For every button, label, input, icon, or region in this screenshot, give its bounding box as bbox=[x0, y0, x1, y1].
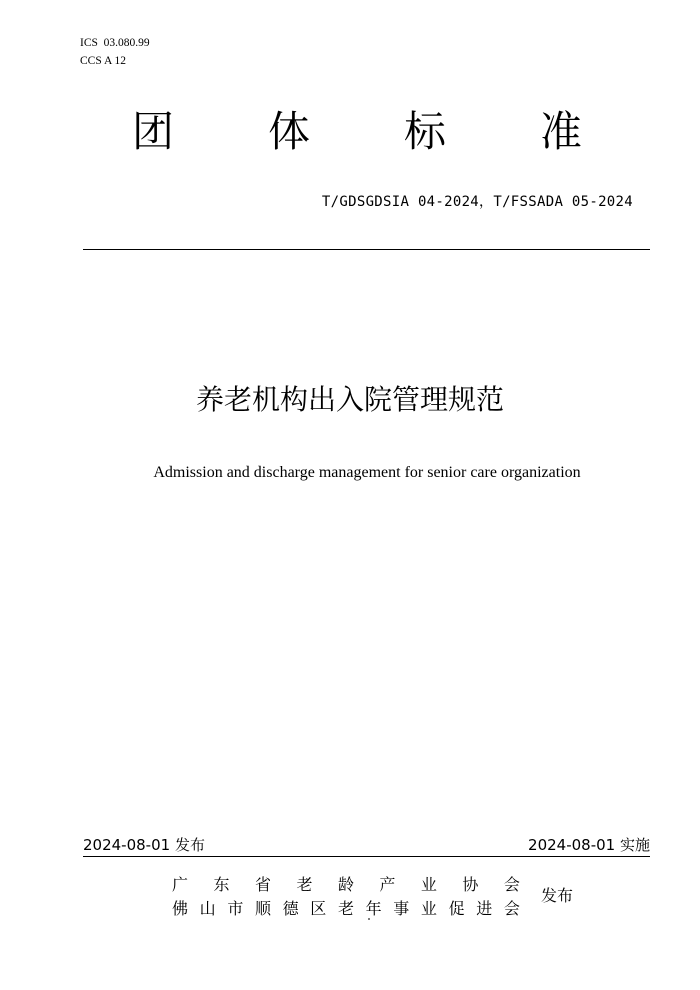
publish-label: 发布 bbox=[541, 886, 574, 905]
ccs-code: CCS A 12 bbox=[80, 55, 127, 67]
org-char: 顺 bbox=[254, 899, 271, 918]
org-char: 佛 bbox=[172, 899, 189, 918]
title-char: 准 bbox=[539, 107, 582, 156]
org-char: 龄 bbox=[337, 875, 354, 894]
bottom-divider bbox=[83, 856, 650, 857]
org-char: 进 bbox=[476, 899, 493, 918]
org-char: 市 bbox=[227, 899, 244, 918]
publisher-org-2 bbox=[172, 898, 520, 920]
stray-dot bbox=[368, 918, 370, 920]
org-char: 老 bbox=[296, 875, 313, 894]
org-char: 协 bbox=[462, 875, 479, 894]
effective-date: 2024-08-01 实施 bbox=[528, 836, 650, 854]
classification-codes bbox=[80, 34, 150, 70]
issue-date: 2024-08-01 发布 bbox=[83, 836, 205, 854]
org-char: 年 bbox=[365, 899, 382, 918]
standard-name-english: Admission and discharge management for senior care organization bbox=[153, 464, 581, 481]
top-divider bbox=[83, 249, 650, 250]
title-char: 团 bbox=[132, 107, 175, 156]
title-char: 标 bbox=[403, 107, 446, 156]
org-char: 产 bbox=[379, 875, 396, 894]
standard-number: T/GDSGDSIA 04-2024，T/FSSADA 05-2024 bbox=[321, 194, 633, 210]
org-char: 区 bbox=[310, 899, 327, 918]
org-char: 东 bbox=[213, 875, 230, 894]
org-char: 老 bbox=[337, 899, 354, 918]
org-char: 广 bbox=[172, 875, 189, 894]
org-char: 省 bbox=[254, 875, 271, 894]
org-char: 事 bbox=[393, 899, 410, 918]
org-char: 促 bbox=[448, 899, 465, 918]
publisher-org-1 bbox=[172, 874, 520, 896]
org-char: 业 bbox=[420, 875, 437, 894]
standard-name-chinese: 养老机构出入院管理规范 bbox=[195, 383, 504, 416]
org-char: 会 bbox=[503, 899, 520, 918]
org-char: 德 bbox=[282, 899, 299, 918]
ics-code: ICS 03.080.99 bbox=[80, 37, 150, 49]
org-char: 会 bbox=[503, 875, 520, 894]
document-type-title bbox=[132, 106, 582, 158]
org-char: 业 bbox=[420, 899, 437, 918]
org-char: 山 bbox=[199, 899, 216, 918]
title-char: 体 bbox=[267, 107, 310, 156]
